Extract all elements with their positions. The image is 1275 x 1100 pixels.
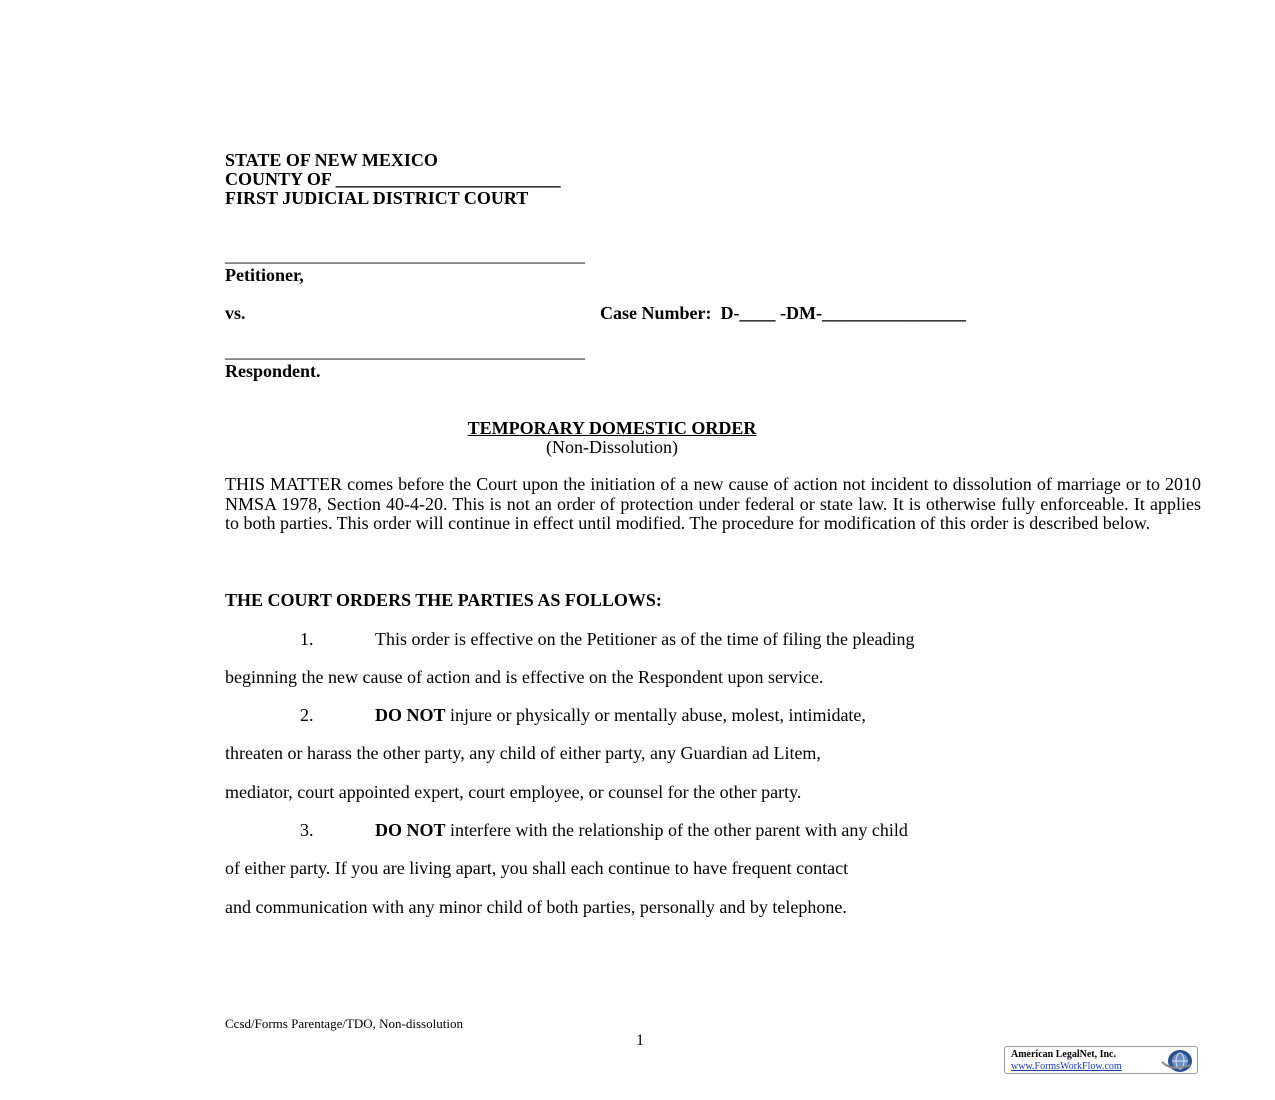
item-text: beginning the new cause of action and is effective on the Respondent upon service. (225, 667, 824, 687)
do-not-emphasis: DO NOT (375, 820, 446, 840)
intro-paragraph: THIS MATTER comes before the Court upon the initiation of a new cause of action not incident to dissolution of marriage or to 2010 NMSA 1978, Section 40-4-20. This is not an order of protection under federal or state law. It is otherwise fully enforceable. It applies to both parties. This order will continue in effect until modified. The procedure for modification of this order is described below. (225, 474, 1201, 533)
american-legalnet-badge[interactable] (1004, 1046, 1198, 1074)
badge-url-link[interactable]: www.FormsWorkFlow.com (1011, 1061, 1122, 1072)
respondent-label: Respondent. (225, 361, 321, 381)
respondent-blank-line: ________________________________________ (225, 341, 585, 361)
document-title: TEMPORARY DOMESTIC ORDER (467, 418, 757, 438)
item-text: mediator, court appointed expert, court employee, or counsel for the other party. (225, 782, 802, 802)
globe-logo-icon (1160, 1048, 1194, 1074)
court-heading: FIRST JUDICIAL DISTRICT COURT (225, 188, 529, 208)
do-not-emphasis: DO NOT (375, 705, 446, 725)
badge-company-name: American LegalNet, Inc. (1011, 1049, 1116, 1060)
item-number: 2. (300, 705, 314, 725)
item-text (375, 820, 908, 840)
item-number: 1. (300, 629, 314, 649)
state-heading: STATE OF NEW MEXICO (225, 150, 438, 170)
page-number: 1 (636, 1032, 644, 1049)
county-heading: COUNTY OF _________________________ (225, 169, 561, 189)
petitioner-blank-line: ________________________________________ (225, 245, 585, 265)
item-number: 3. (300, 820, 314, 840)
vs-label: vs. (225, 303, 246, 323)
item-text-rest: interfere with the relationship of the other parent with any child (445, 820, 908, 840)
footer-path: Ccsd/Forms Parentage/TDO, Non-dissolution (225, 1016, 463, 1031)
item-text: of either party. If you are living apart, you shall each continue to have frequent contact (225, 858, 849, 878)
item-text (375, 705, 866, 725)
document-subtitle: (Non-Dissolution) (546, 437, 678, 457)
petitioner-label: Petitioner, (225, 265, 304, 285)
item-text: This order is effective on the Petitioner as of the time of filing the pleading (375, 629, 915, 649)
orders-heading: THE COURT ORDERS THE PARTIES AS FOLLOWS: (225, 590, 662, 610)
item-text-rest: injure or physically or mentally abuse, molest, intimidate, (445, 705, 866, 725)
item-text: and communication with any minor child of both parties, personally and by telephone. (225, 897, 847, 917)
item-text: threaten or harass the other party, any child of either party, any Guardian ad Litem, (225, 743, 821, 763)
case-number: Case Number: D-____ -DM-________________ (600, 303, 966, 323)
